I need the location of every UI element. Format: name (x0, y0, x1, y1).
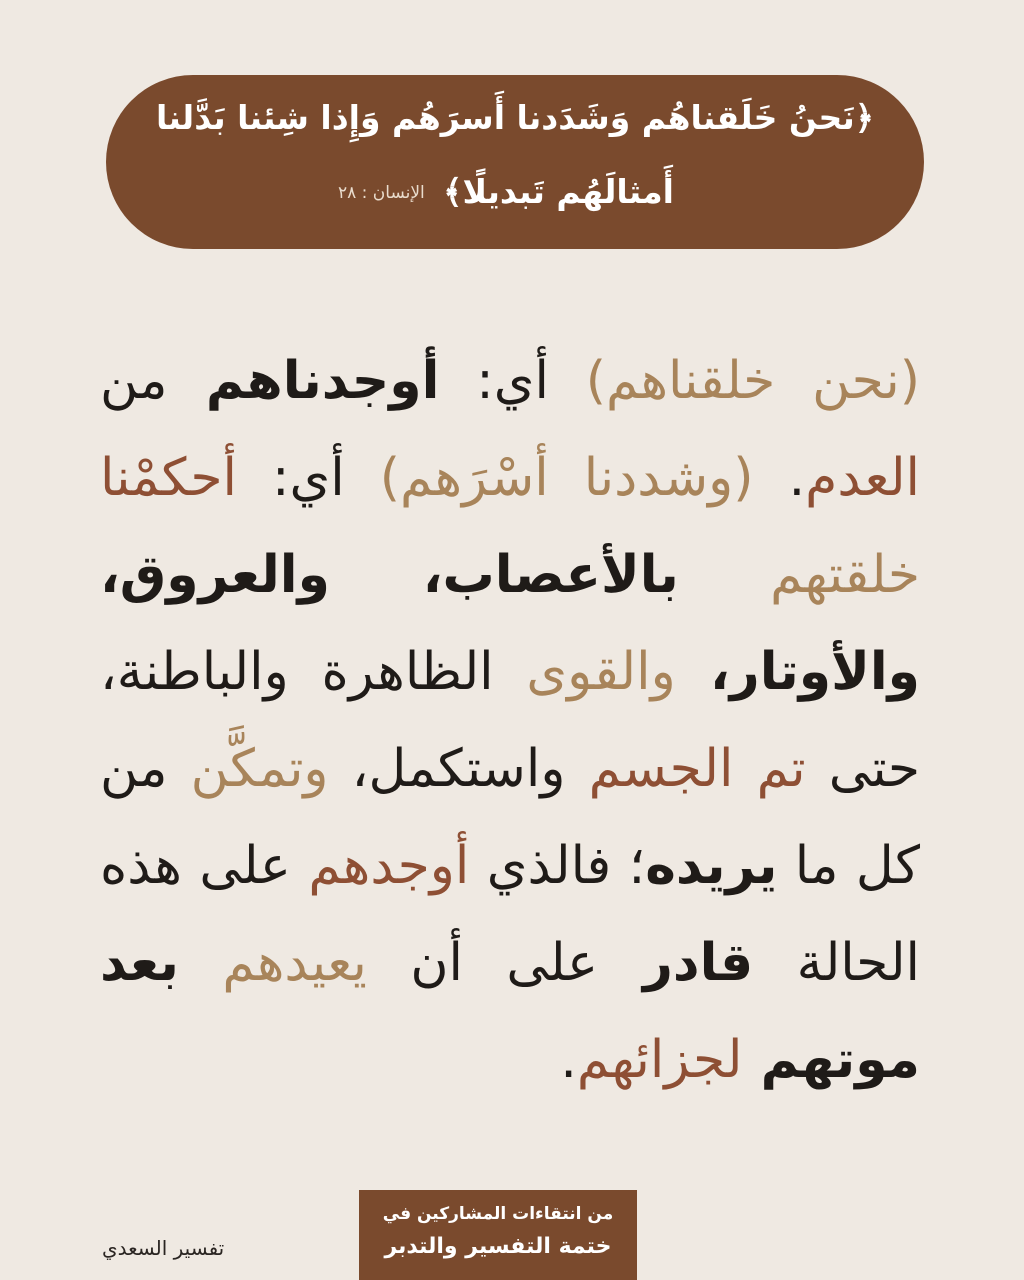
body-word-segment: والقوى (493, 642, 676, 702)
body-word-segment: على هذه الحالة (83, 836, 920, 993)
body-word-segment: وتمكَّن (167, 739, 329, 799)
verse-line-2: أَمثالَهُم تَبديلًا﴾ (443, 172, 674, 211)
body-word-segment: ؛ فالذي (469, 836, 646, 896)
body-word-segment: . (753, 448, 806, 508)
body-word-segment: من (83, 351, 168, 411)
body-word-segment: الظاهرة والباطنة، حتى (83, 642, 920, 799)
body-word-segment: (وشددنا أسْرَهم) (344, 448, 754, 508)
body-word-segment: يعيدهم (178, 933, 367, 993)
body-word-segment: لجزائهم (576, 1030, 743, 1090)
verse-banner (106, 75, 924, 249)
campaign-badge (359, 1190, 637, 1280)
body-word-segment: أوجدناهم (167, 351, 440, 411)
body-word-segment: يريده (645, 836, 778, 896)
body-word-segment: بعد موتهم (81, 933, 920, 1090)
body-word-segment: خلقتهم (678, 545, 920, 605)
body-word-segment: بالأعصاب، والعروق، والأوتار، (81, 545, 920, 702)
verse-line-1: ﴿نَحنُ خَلَقناهُم وَشَدَدنا أَسرَهُم وَإِذا شِئنا بَدَّلنا (155, 98, 875, 137)
body-word-segment: تم الجسم (565, 739, 806, 799)
body-word-segment: (نحن خلقناهم) (548, 351, 920, 411)
body-word-segment: واستكمل، (328, 739, 566, 799)
source-label: تفسير السعدي (102, 1236, 225, 1260)
badge-line-1: من انتقاءات المشاركين في (382, 1204, 614, 1224)
body-word-segment: أوجدهم (290, 836, 470, 896)
body-word-segment: . (560, 1030, 577, 1090)
body-word-segment: أي: (236, 448, 345, 508)
body-word-segment: من كل ما (83, 739, 920, 896)
body-word-segment: على أن (366, 933, 598, 993)
badge-line-2: ختمة التفسير والتدبر (384, 1234, 612, 1259)
body-word-segment: أحكمْنا (83, 448, 237, 508)
tafsir-body-text (81, 333, 920, 1109)
body-word-segment: قادر (597, 933, 754, 993)
body-word-segment: أي: (439, 351, 549, 411)
body-word-segment: العدم (805, 448, 920, 508)
verse-reference: الإنسان : ٢٨ (338, 183, 425, 203)
